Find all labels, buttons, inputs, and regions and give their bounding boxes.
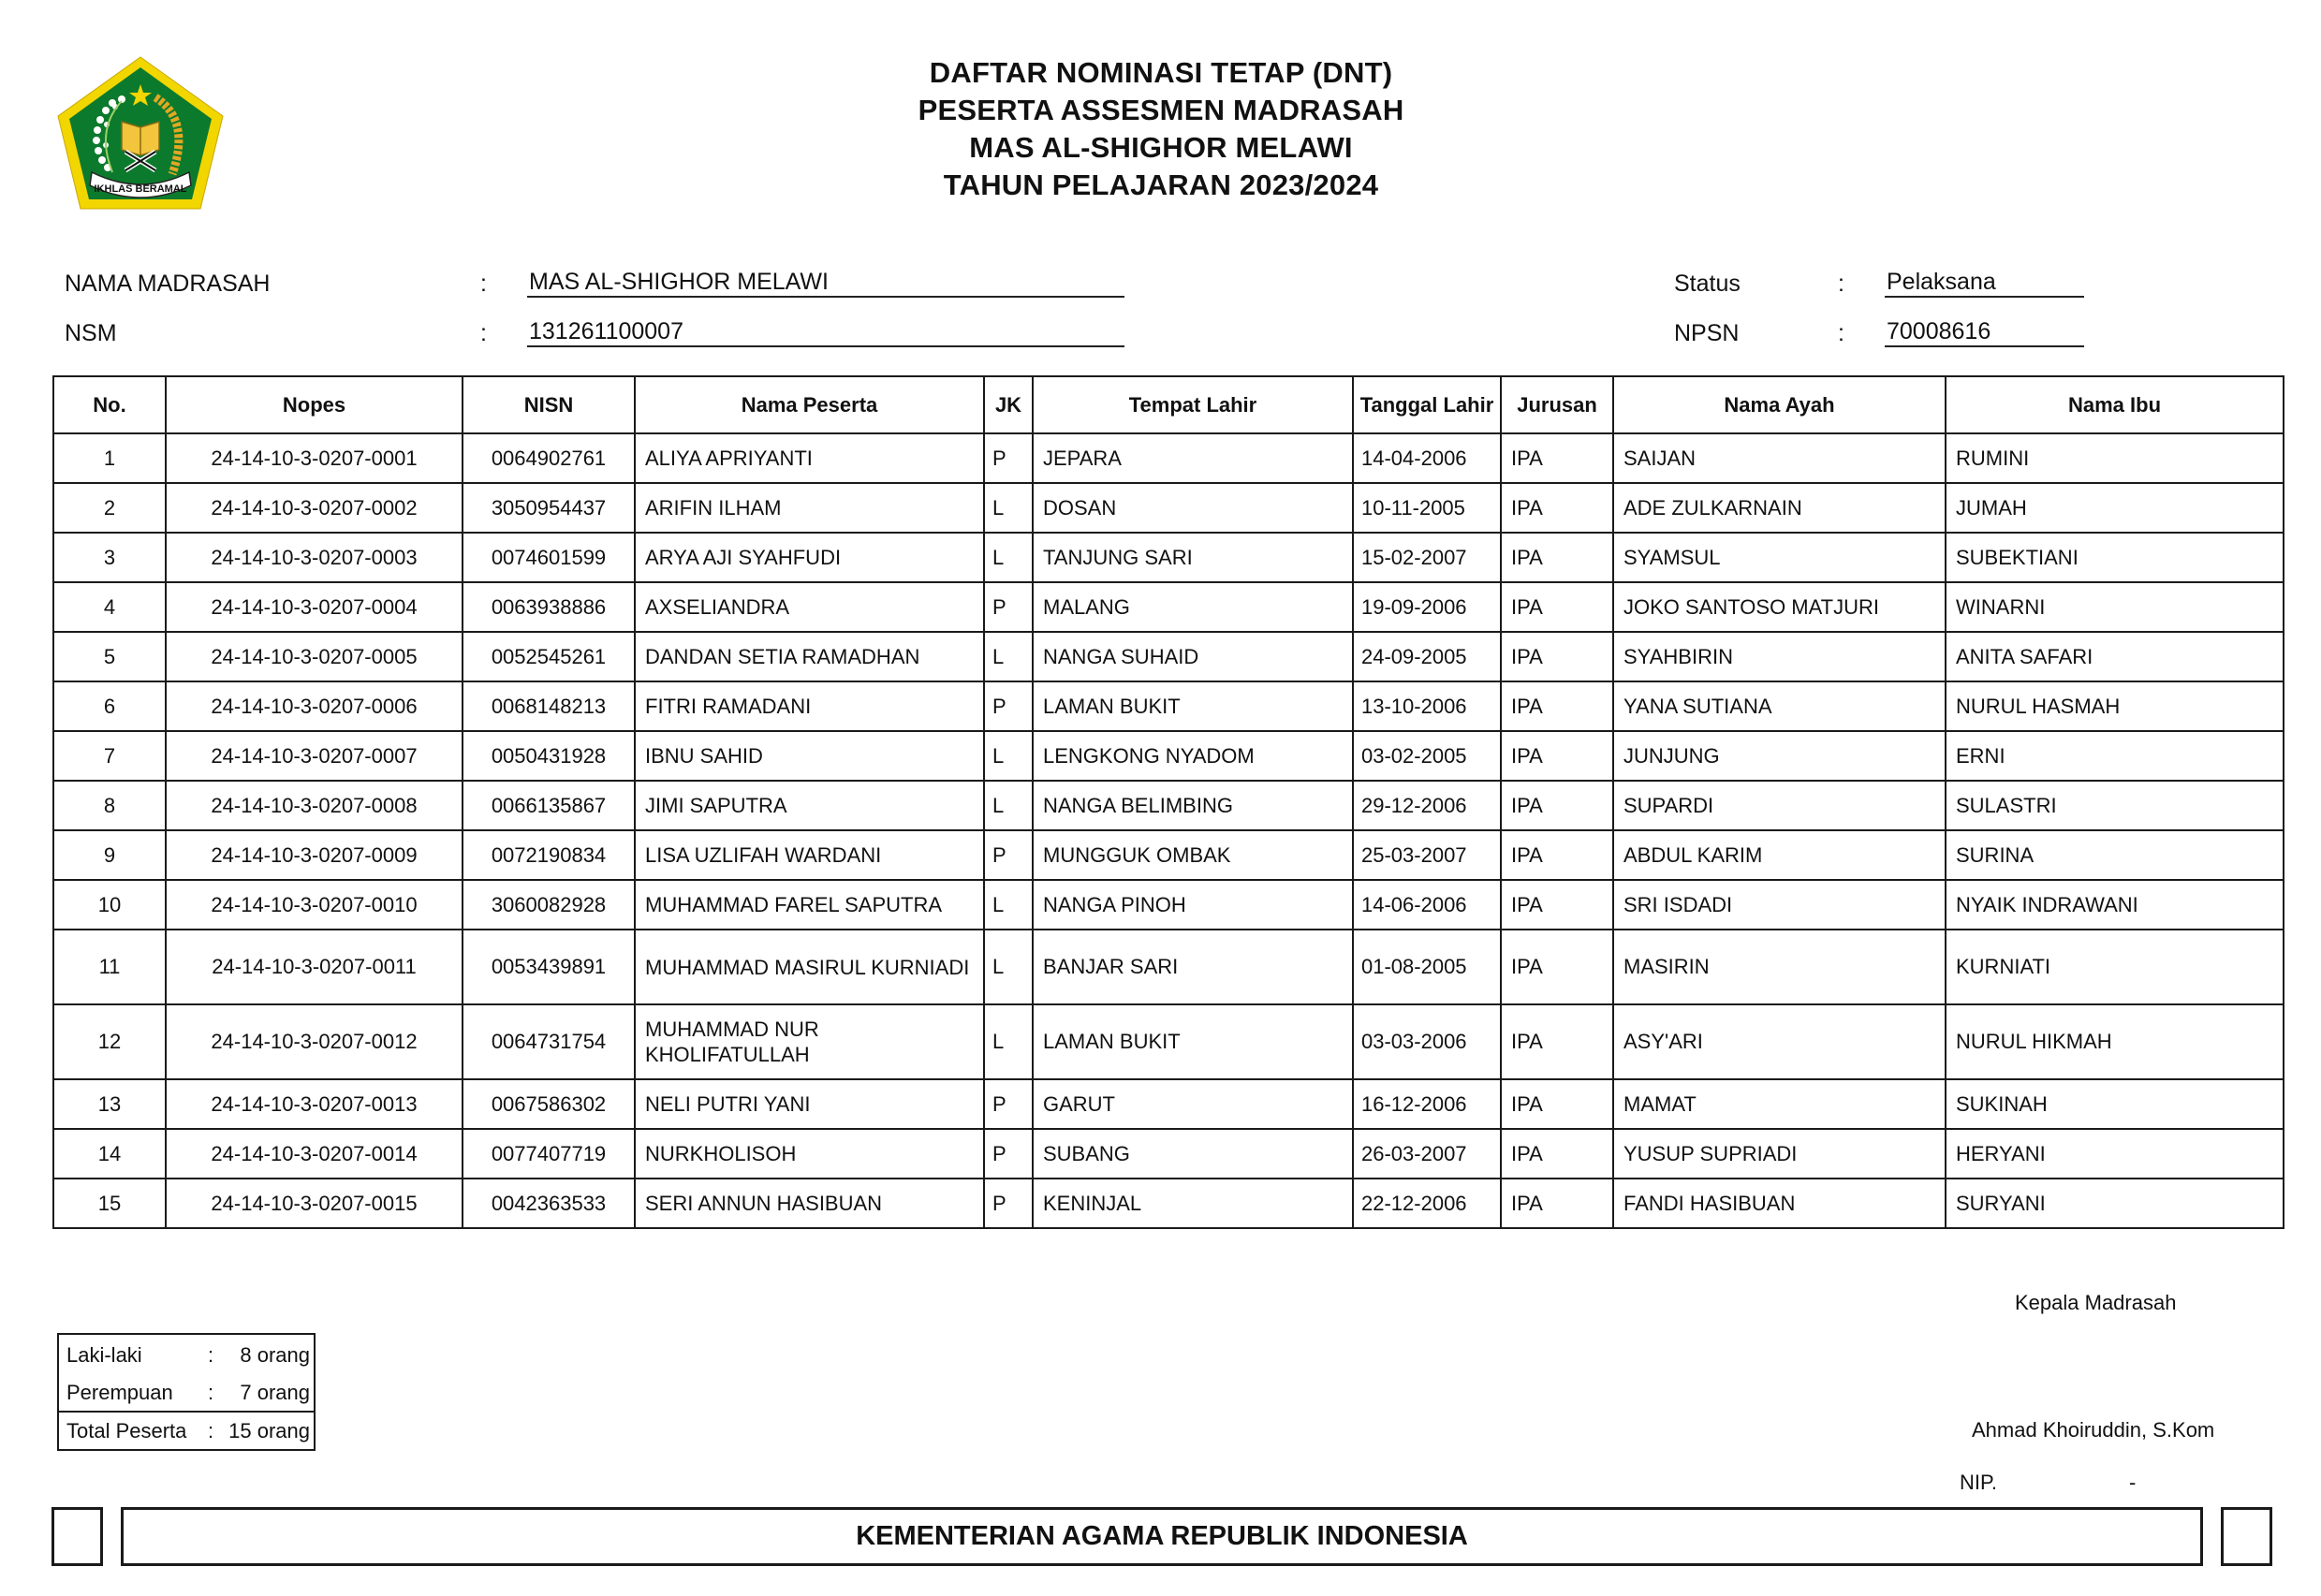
cell-no: 10 bbox=[53, 880, 166, 930]
cell-tanggal-lahir: 14-04-2006 bbox=[1353, 433, 1501, 483]
gender-summary-box bbox=[57, 1333, 316, 1451]
cell-jk: L bbox=[984, 781, 1033, 830]
cell-tanggal-lahir: 26-03-2007 bbox=[1353, 1129, 1501, 1179]
status-colon: : bbox=[1838, 271, 1844, 297]
cell-nopes: 24-14-10-3-0207-0008 bbox=[166, 781, 463, 830]
cell-no: 15 bbox=[53, 1179, 166, 1228]
cell-tanggal-lahir: 22-12-2006 bbox=[1353, 1179, 1501, 1228]
cell-nisn: 0053439891 bbox=[463, 930, 635, 1004]
col-header-nama-ayah: Nama Ayah bbox=[1613, 376, 1946, 433]
nsm-value: 131261100007 bbox=[527, 317, 1124, 347]
cell-nisn: 0052545261 bbox=[463, 632, 635, 681]
cell-no: 4 bbox=[53, 582, 166, 632]
table-row bbox=[53, 880, 2284, 930]
cell-nopes: 24-14-10-3-0207-0001 bbox=[166, 433, 463, 483]
cell-tempat-lahir: GARUT bbox=[1033, 1079, 1353, 1129]
npsn-label: NPSN bbox=[1674, 320, 1740, 346]
cell-jk: L bbox=[984, 731, 1033, 781]
summary-value: 15 orang bbox=[228, 1419, 310, 1442]
table-row bbox=[53, 731, 2284, 781]
cell-nisn: 0063938886 bbox=[463, 582, 635, 632]
cell-jurusan: IPA bbox=[1501, 1079, 1613, 1129]
cell-nama-ibu: NURUL HIKMAH bbox=[1946, 1004, 2284, 1079]
title-line-1: DAFTAR NOMINASI TETAP (DNT) bbox=[929, 56, 1393, 89]
cell-nopes: 24-14-10-3-0207-0007 bbox=[166, 731, 463, 781]
summary-colon: : bbox=[208, 1419, 214, 1442]
nip-label: NIP. bbox=[1960, 1471, 1997, 1494]
table-row bbox=[53, 632, 2284, 681]
cell-nama-ayah: ASY'ARI bbox=[1613, 1004, 1946, 1079]
cell-nopes: 24-14-10-3-0207-0006 bbox=[166, 681, 463, 731]
signatory-name: Ahmad Khoiruddin, S.Kom bbox=[1972, 1418, 2215, 1442]
cell-no: 11 bbox=[53, 930, 166, 1004]
cell-tanggal-lahir: 25-03-2007 bbox=[1353, 830, 1501, 880]
cell-nama-ayah: SAIJAN bbox=[1613, 433, 1946, 483]
footer-banner bbox=[121, 1507, 2203, 1566]
cell-nisn: 3050954437 bbox=[463, 483, 635, 533]
cell-nama-ibu: JUMAH bbox=[1946, 483, 2284, 533]
table-row bbox=[53, 1004, 2284, 1079]
cell-jk: P bbox=[984, 830, 1033, 880]
cell-tempat-lahir: LAMAN BUKIT bbox=[1033, 681, 1353, 731]
cell-tempat-lahir: NANGA SUHAID bbox=[1033, 632, 1353, 681]
cell-nama-peserta: AXSELIANDRA bbox=[635, 582, 984, 632]
summary-colon: : bbox=[208, 1381, 214, 1404]
cell-nama-peserta: JIMI SAPUTRA bbox=[635, 781, 984, 830]
cell-jurusan: IPA bbox=[1501, 1129, 1613, 1179]
cell-nama-peserta: ALIYA APRIYANTI bbox=[635, 433, 984, 483]
cell-tempat-lahir: MALANG bbox=[1033, 582, 1353, 632]
cell-jurusan: IPA bbox=[1501, 681, 1613, 731]
npsn-colon: : bbox=[1838, 320, 1844, 346]
cell-nama-peserta: DANDAN SETIA RAMADHAN bbox=[635, 632, 984, 681]
cell-no: 13 bbox=[53, 1079, 166, 1129]
cell-tanggal-lahir: 03-02-2005 bbox=[1353, 731, 1501, 781]
cell-nama-ibu: WINARNI bbox=[1946, 582, 2284, 632]
cell-nama-ayah: YUSUP SUPRIADI bbox=[1613, 1129, 1946, 1179]
cell-nopes: 24-14-10-3-0207-0015 bbox=[166, 1179, 463, 1228]
status-value: Pelaksana bbox=[1885, 268, 2084, 298]
cell-nama-peserta: ARYA AJI SYAHFUDI bbox=[635, 533, 984, 582]
cell-nama-ayah: JOKO SANTOSO MATJURI bbox=[1613, 582, 1946, 632]
table-header-row bbox=[53, 376, 2284, 433]
cell-tanggal-lahir: 19-09-2006 bbox=[1353, 582, 1501, 632]
cell-tempat-lahir: KENINJAL bbox=[1033, 1179, 1353, 1228]
cell-jurusan: IPA bbox=[1501, 1004, 1613, 1079]
summary-value: 7 orang bbox=[240, 1381, 310, 1404]
cell-jurusan: IPA bbox=[1501, 632, 1613, 681]
cell-nama-ibu: KURNIATI bbox=[1946, 930, 2284, 1004]
cell-jurusan: IPA bbox=[1501, 483, 1613, 533]
footer-left-box bbox=[51, 1507, 103, 1566]
summary-value: 8 orang bbox=[240, 1343, 310, 1367]
cell-jk: P bbox=[984, 433, 1033, 483]
cell-no: 12 bbox=[53, 1004, 166, 1079]
cell-jurusan: IPA bbox=[1501, 880, 1613, 930]
signature-title: Kepala Madrasah bbox=[2015, 1291, 2177, 1314]
summary-colon: : bbox=[208, 1343, 214, 1367]
title-line-3: MAS AL-SHIGHOR MELAWI bbox=[969, 131, 1353, 164]
cell-nama-ayah: ABDUL KARIM bbox=[1613, 830, 1946, 880]
cell-tanggal-lahir: 16-12-2006 bbox=[1353, 1079, 1501, 1129]
cell-nama-ayah: YANA SUTIANA bbox=[1613, 681, 1946, 731]
col-header-nopes: Nopes bbox=[166, 376, 463, 433]
cell-nisn: 3060082928 bbox=[463, 880, 635, 930]
cell-jk: L bbox=[984, 533, 1033, 582]
cell-nisn: 0064902761 bbox=[463, 433, 635, 483]
cell-nama-ibu: ERNI bbox=[1946, 731, 2284, 781]
cell-tempat-lahir: JEPARA bbox=[1033, 433, 1353, 483]
cell-jurusan: IPA bbox=[1501, 582, 1613, 632]
cell-nama-ibu: SURYANI bbox=[1946, 1179, 2284, 1228]
cell-jurusan: IPA bbox=[1501, 930, 1613, 1004]
table-row bbox=[53, 582, 2284, 632]
cell-nama-ibu: SUKINAH bbox=[1946, 1079, 2284, 1129]
cell-no: 7 bbox=[53, 731, 166, 781]
cell-jurusan: IPA bbox=[1501, 433, 1613, 483]
table-row bbox=[53, 1179, 2284, 1228]
cell-nisn: 0072190834 bbox=[463, 830, 635, 880]
cell-no: 1 bbox=[53, 433, 166, 483]
cell-nama-peserta: IBNU SAHID bbox=[635, 731, 984, 781]
summary-label: Perempuan bbox=[66, 1381, 173, 1404]
document-title bbox=[749, 54, 1573, 204]
cell-nopes: 24-14-10-3-0207-0009 bbox=[166, 830, 463, 880]
cell-jurusan: IPA bbox=[1501, 1179, 1613, 1228]
cell-jk: P bbox=[984, 1079, 1033, 1129]
cell-nama-peserta: MUHAMMAD FAREL SAPUTRA bbox=[635, 880, 984, 930]
kemenag-emblem-icon bbox=[54, 54, 227, 212]
cell-no: 5 bbox=[53, 632, 166, 681]
nip-value: - bbox=[2129, 1471, 2137, 1494]
cell-jk: L bbox=[984, 930, 1033, 1004]
cell-nama-ayah: MAMAT bbox=[1613, 1079, 1946, 1129]
cell-tanggal-lahir: 03-03-2006 bbox=[1353, 1004, 1501, 1079]
cell-tempat-lahir: TANJUNG SARI bbox=[1033, 533, 1353, 582]
cell-nisn: 0068148213 bbox=[463, 681, 635, 731]
cell-nisn: 0066135867 bbox=[463, 781, 635, 830]
col-header-nama-peserta: Nama Peserta bbox=[635, 376, 984, 433]
table-row bbox=[53, 1079, 2284, 1129]
table-row bbox=[53, 483, 2284, 533]
cell-no: 9 bbox=[53, 830, 166, 880]
footer-text: KEMENTERIAN AGAMA REPUBLIK INDONESIA bbox=[856, 1521, 1468, 1551]
cell-tanggal-lahir: 10-11-2005 bbox=[1353, 483, 1501, 533]
cell-nama-ibu: SURINA bbox=[1946, 830, 2284, 880]
table-row bbox=[53, 433, 2284, 483]
cell-nama-ibu: NURUL HASMAH bbox=[1946, 681, 2284, 731]
cell-jk: L bbox=[984, 1004, 1033, 1079]
table-row bbox=[53, 1129, 2284, 1179]
cell-nopes: 24-14-10-3-0207-0002 bbox=[166, 483, 463, 533]
cell-nama-ibu: RUMINI bbox=[1946, 433, 2284, 483]
cell-nopes: 24-14-10-3-0207-0010 bbox=[166, 880, 463, 930]
cell-no: 3 bbox=[53, 533, 166, 582]
cell-nama-ayah: SUPARDI bbox=[1613, 781, 1946, 830]
cell-jurusan: IPA bbox=[1501, 533, 1613, 582]
summary-total bbox=[59, 1413, 314, 1450]
cell-nisn: 0050431928 bbox=[463, 731, 635, 781]
cell-jk: P bbox=[984, 582, 1033, 632]
nsm-colon: : bbox=[480, 320, 487, 346]
kemenag-logo bbox=[54, 54, 227, 212]
cell-jk: P bbox=[984, 1179, 1033, 1228]
cell-nama-ibu: HERYANI bbox=[1946, 1129, 2284, 1179]
cell-nama-peserta: MUHAMMAD NUR KHOLIFATULLAH bbox=[635, 1004, 984, 1079]
cell-jurusan: IPA bbox=[1501, 731, 1613, 781]
cell-jk: L bbox=[984, 483, 1033, 533]
cell-jk: P bbox=[984, 681, 1033, 731]
cell-nama-ibu: NYAIK INDRAWANI bbox=[1946, 880, 2284, 930]
cell-nisn: 0077407719 bbox=[463, 1129, 635, 1179]
cell-tanggal-lahir: 24-09-2005 bbox=[1353, 632, 1501, 681]
title-line-2: PESERTA ASSESMEN MADRASAH bbox=[918, 94, 1404, 126]
cell-nama-ayah: JUNJUNG bbox=[1613, 731, 1946, 781]
cell-nama-peserta: ARIFIN ILHAM bbox=[635, 483, 984, 533]
nama-madrasah-colon: : bbox=[480, 271, 487, 297]
cell-tanggal-lahir: 29-12-2006 bbox=[1353, 781, 1501, 830]
cell-tanggal-lahir: 13-10-2006 bbox=[1353, 681, 1501, 731]
cell-jurusan: IPA bbox=[1501, 830, 1613, 880]
cell-tanggal-lahir: 14-06-2006 bbox=[1353, 880, 1501, 930]
table-row bbox=[53, 681, 2284, 731]
cell-nama-peserta: LISA UZLIFAH WARDANI bbox=[635, 830, 984, 880]
summary-perempuan bbox=[59, 1374, 314, 1412]
cell-nama-ayah: SYAMSUL bbox=[1613, 533, 1946, 582]
summary-label: Total Peserta bbox=[66, 1419, 187, 1442]
status-label: Status bbox=[1674, 271, 1741, 297]
col-header-tempat-lahir: Tempat Lahir bbox=[1033, 376, 1353, 433]
cell-jurusan: IPA bbox=[1501, 781, 1613, 830]
summary-label: Laki-laki bbox=[66, 1343, 142, 1367]
cell-nama-peserta: MUHAMMAD MASIRUL KURNIADI bbox=[635, 930, 984, 1004]
cell-tempat-lahir: LAMAN BUKIT bbox=[1033, 1004, 1353, 1079]
cell-nopes: 24-14-10-3-0207-0004 bbox=[166, 582, 463, 632]
cell-no: 14 bbox=[53, 1129, 166, 1179]
nama-madrasah-value: MAS AL-SHIGHOR MELAWI bbox=[527, 268, 1124, 298]
cell-no: 2 bbox=[53, 483, 166, 533]
cell-nama-ayah: FANDI HASIBUAN bbox=[1613, 1179, 1946, 1228]
table-row bbox=[53, 930, 2284, 1004]
cell-no: 8 bbox=[53, 781, 166, 830]
cell-nisn: 0067586302 bbox=[463, 1079, 635, 1129]
cell-nisn: 0042363533 bbox=[463, 1179, 635, 1228]
cell-tempat-lahir: LENGKONG NYADOM bbox=[1033, 731, 1353, 781]
cell-tempat-lahir: BANJAR SARI bbox=[1033, 930, 1353, 1004]
table-row bbox=[53, 533, 2284, 582]
footer-right-box bbox=[2221, 1507, 2272, 1566]
cell-nama-ibu: ANITA SAFARI bbox=[1946, 632, 2284, 681]
col-header-tanggal-lahir: Tanggal Lahir bbox=[1353, 376, 1501, 433]
cell-nama-peserta: NURKHOLISOH bbox=[635, 1129, 984, 1179]
cell-tempat-lahir: SUBANG bbox=[1033, 1129, 1353, 1179]
cell-nisn: 0064731754 bbox=[463, 1004, 635, 1079]
summary-laki-laki bbox=[59, 1337, 314, 1374]
nama-madrasah-label: NAMA MADRASAH bbox=[65, 271, 271, 297]
cell-nopes: 24-14-10-3-0207-0011 bbox=[166, 930, 463, 1004]
cell-jk: L bbox=[984, 880, 1033, 930]
cell-nopes: 24-14-10-3-0207-0012 bbox=[166, 1004, 463, 1079]
npsn-value: 70008616 bbox=[1885, 317, 2084, 347]
cell-tanggal-lahir: 01-08-2005 bbox=[1353, 930, 1501, 1004]
cell-nopes: 24-14-10-3-0207-0005 bbox=[166, 632, 463, 681]
cell-nama-peserta: NELI PUTRI YANI bbox=[635, 1079, 984, 1129]
cell-nama-peserta: SERI ANNUN HASIBUAN bbox=[635, 1179, 984, 1228]
cell-nama-ayah: ADE ZULKARNAIN bbox=[1613, 483, 1946, 533]
cell-tempat-lahir: NANGA PINOH bbox=[1033, 880, 1353, 930]
cell-jk: L bbox=[984, 632, 1033, 681]
table-row bbox=[53, 830, 2284, 880]
cell-nopes: 24-14-10-3-0207-0013 bbox=[166, 1079, 463, 1129]
cell-jk: P bbox=[984, 1129, 1033, 1179]
cell-nama-ayah: MASIRIN bbox=[1613, 930, 1946, 1004]
title-line-4: TAHUN PELAJARAN 2023/2024 bbox=[943, 168, 1379, 201]
cell-tempat-lahir: NANGA BELIMBING bbox=[1033, 781, 1353, 830]
cell-nama-ibu: SULASTRI bbox=[1946, 781, 2284, 830]
col-header-jk: JK bbox=[984, 376, 1033, 433]
logo-motto: IKHLAS BERAMAL bbox=[94, 183, 187, 195]
col-header-jurusan: Jurusan bbox=[1501, 376, 1613, 433]
table-row bbox=[53, 781, 2284, 830]
cell-nama-ayah: SYAHBIRIN bbox=[1613, 632, 1946, 681]
cell-nopes: 24-14-10-3-0207-0014 bbox=[166, 1129, 463, 1179]
col-header-nisn: NISN bbox=[463, 376, 635, 433]
cell-nama-ibu: SUBEKTIANI bbox=[1946, 533, 2284, 582]
cell-nopes: 24-14-10-3-0207-0003 bbox=[166, 533, 463, 582]
nsm-label: NSM bbox=[65, 320, 117, 346]
cell-tanggal-lahir: 15-02-2007 bbox=[1353, 533, 1501, 582]
cell-no: 6 bbox=[53, 681, 166, 731]
col-header-nama-ibu: Nama Ibu bbox=[1946, 376, 2284, 433]
cell-nisn: 0074601599 bbox=[463, 533, 635, 582]
cell-tempat-lahir: DOSAN bbox=[1033, 483, 1353, 533]
participants-table bbox=[52, 375, 2284, 1229]
cell-nama-peserta: FITRI RAMADANI bbox=[635, 681, 984, 731]
cell-tempat-lahir: MUNGGUK OMBAK bbox=[1033, 830, 1353, 880]
cell-nama-ayah: SRI ISDADI bbox=[1613, 880, 1946, 930]
col-header-no: No. bbox=[53, 376, 166, 433]
